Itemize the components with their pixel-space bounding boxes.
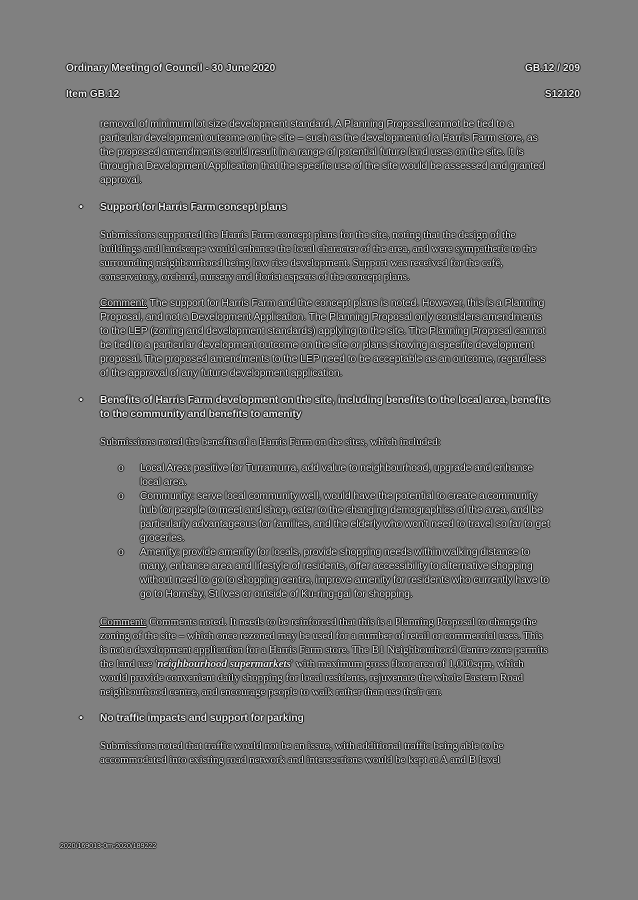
bullet-icon: • xyxy=(79,713,83,724)
submission-paragraph: Submissions noted the benefits of a Harris Farm on the sites, which included: xyxy=(100,436,441,448)
header-reference: S12120 xyxy=(544,89,580,100)
sub-list-item-community xyxy=(100,490,552,546)
comment-italic-term: neighbourhood supermarkets xyxy=(157,658,291,670)
bullet-icon: • xyxy=(79,202,83,213)
sub-bullet-icon: o xyxy=(118,547,124,558)
submission-paragraph: Submissions supported the Harris Farm concept plans for the site, noting that the design of the buildings and landscape would enhance the local character of the area, and were sympathetic to the surrounding neighbourhood being low rise development. Support was received for the café, conservatory, orchard, nursery and florist aspects of the concept plans. xyxy=(100,229,537,283)
sub-list-item-amenity xyxy=(100,546,552,602)
sub-bullet-icon: o xyxy=(118,463,124,474)
sub-list-item-text: Community: serve local community well, would have the potential to create a community hub for people to meet and shop, cater to the changing demographics of the area, and be particularly advantageous for families, and the elderly who won't need to travel so far to get groceries. xyxy=(140,491,550,544)
section-heading-concept-plans xyxy=(66,201,552,215)
document-body xyxy=(66,118,552,780)
bullet-icon: • xyxy=(79,395,83,406)
comment-text-continued: ' with maximum gross floor area of 1,000sqm, which would provide convenient daily shopping for local residents, rejuvenate the whole Eastern Road neighbourhood centre, and encourage people to walk rather than use their car. xyxy=(100,658,524,698)
sub-bullet-icon: o xyxy=(118,491,124,502)
section-heading-benefits xyxy=(66,394,552,422)
section-heading-text: Support for Harris Farm concept plans xyxy=(100,202,287,213)
section-heading-text: No traffic impacts and support for parking xyxy=(100,713,304,724)
footer-document-reference: 2020/169013-0m-2020/189222 xyxy=(60,843,157,850)
sub-list-item-text: Amenity: provide amenity for locals, provide shopping needs within walking distance to many, enhance area and lifestyle of residents, offer accessibility to alternative shopping without need to go to shopping centre, improve amenity for residents who currently have to go to Hornsby, St Ives or outside of Ku-ring-gai for shopping. xyxy=(140,547,549,600)
sub-list-item-local-area xyxy=(100,462,552,490)
comment-text: The support for Harris Farm and the concept plans is noted. However, this is a Planning Proposal, and not a Development Application. The Planning Proposal only considers amendments to the LEP (zoning and development standards) applying to the site. The Planning Proposal cannot be tied to a particular development outcome on the site or plans showing a specific development proposal. The proposed amendments to the LEP need to be acceptable as an outcome, regardless of the approval of any future development application. xyxy=(100,298,546,379)
continuation-paragraph: removal of minimum lot size development standard. A Planning Proposal cannot be tied to a particular development outcome on the site – such as the development of a Harris Farm store, as the proposed amendments could result in a range of potential future land uses on the site. It is through a Development Application that the specific use of the site would be assessed and granted approval. xyxy=(100,119,545,186)
header-page-number: GB.12 / 209 xyxy=(524,63,580,74)
comment-paragraph xyxy=(100,297,552,381)
header-meeting-title: Ordinary Meeting of Council - 30 June 2020 xyxy=(66,63,276,74)
comment-paragraph xyxy=(100,615,552,699)
sub-list-item-text: Local Area: positive for Turramurra, add value to neighbourhood, upgrade and enhance local area. xyxy=(140,463,534,488)
header-item-number: Item GB.12 xyxy=(66,89,120,100)
comment-text: Comments noted. It needs to be reinforced that this is a Planning Proposal to change the zoning of the site – which once rezoned may be used for a number of retail or commercial uses. This is not a development application for a Harris Farm store. The B1 Neighbourhood Centre zone permits the land use ' xyxy=(100,616,548,670)
section-heading-text: Benefits of Harris Farm development on the site, including benefits to the local area, benefits to the community and benefits to amenity xyxy=(100,395,551,420)
submission-paragraph: Submissions noted that traffic would not be an issue, with additional traffic being able to be accommodated into existing road network and intersections would be kept at A and B level xyxy=(100,740,504,766)
comment-label: Comment: xyxy=(100,616,147,628)
benefits-sub-list xyxy=(100,462,552,602)
section-heading-traffic xyxy=(66,712,552,726)
comment-label: Comment: xyxy=(100,298,147,309)
